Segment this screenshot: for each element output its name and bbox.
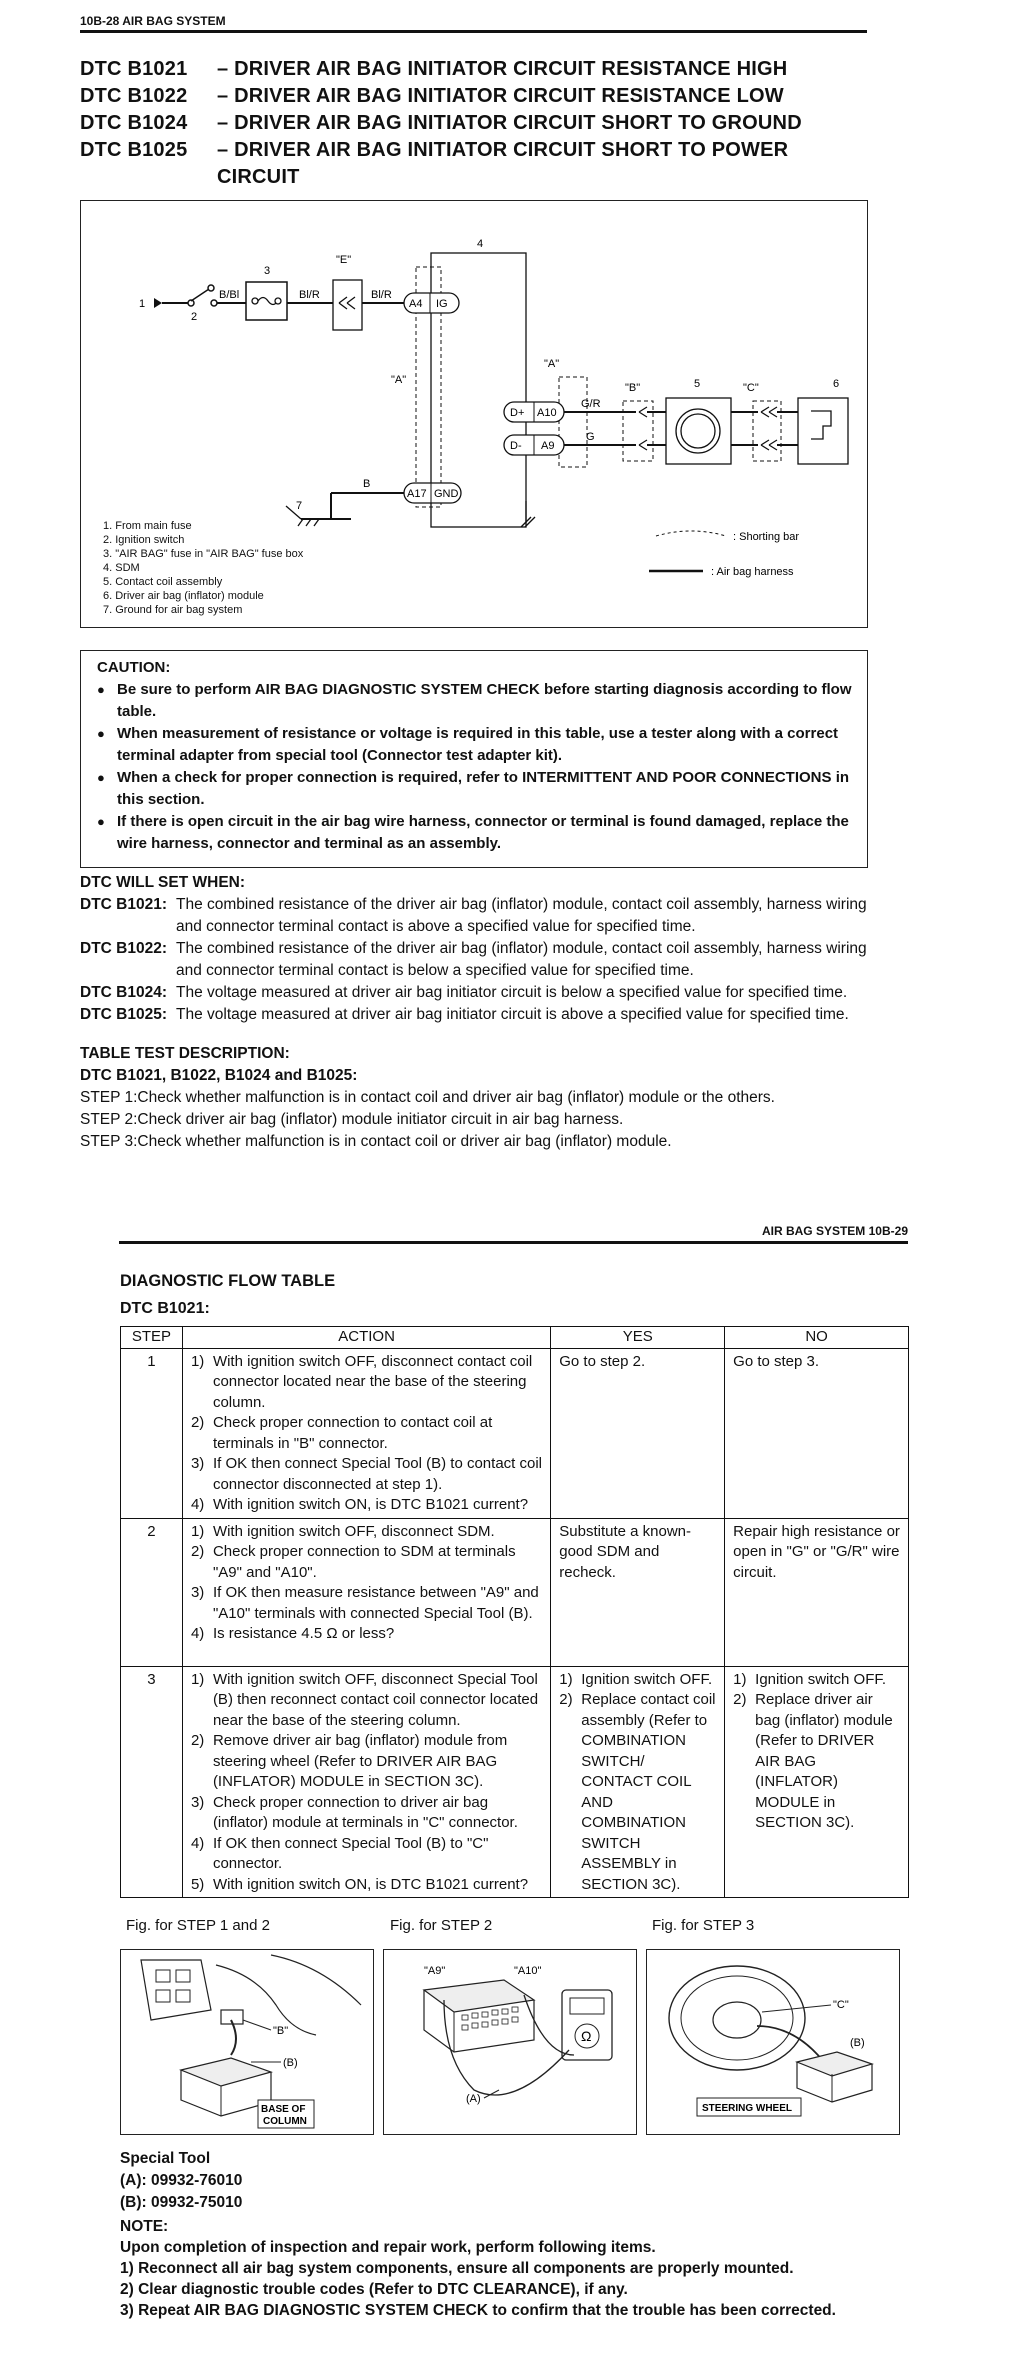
svg-text:: Shorting bar: : Shorting bar	[733, 531, 800, 543]
svg-text:(A): (A)	[466, 2093, 481, 2105]
page-title: DTC B1021 – DRIVER AIR BAG INITIATOR CIRCUIT RESISTANCE HIGH DTC B1022 – DRIVER AIR BAG INITIATOR CIRCUIT RESISTANCE LOW DTC B1024 – DRIVER AIR BAG INITIATOR CIRCUIT SHORT TO GROUND DTC B1025 – DRIVER AIR BAG INITIATOR CIRCUIT SHORT TO POWER CIRCUIT	[80, 58, 802, 188]
col-no: NO	[725, 1327, 909, 1349]
diagnostic-flow-table	[120, 1326, 909, 1898]
ignition-switch-icon	[191, 289, 209, 301]
fig-step-1-2	[120, 1949, 374, 2135]
label-1: 1	[139, 298, 146, 310]
table-row: 3 1) With ignition switch OFF, disconnect Special Tool (B) then reconnect contact coil connector located near the base of the steering column. 2) Remove driver air bag (inflator) module from steering wheel (Refer to DRIVER AIR BAG (INFLATOR) MODULE in SECTION 3C). 3) Check proper connection to driver air bag (inflator) module at terminals in "C" connector. 4) If OK then connect Special Tool (B) to "C" connector. 5) With ignition switch ON, is DTC B1021 current? 1) Ignition switch OFF. 2) Replace contact coil assembly (Refer to COMBINATION SWITCH/ CONTACT COIL AND COMBINATION SWITCH ASSEMBLY in SECTION 3C). 1) Ignition switch OFF. 2) Replace driver air bag (inflator) module (Refer to DRIVER AIR BAG (INFLATOR) MODULE in SECTION 3C).	[121, 1666, 909, 1898]
table-header-row	[121, 1327, 909, 1349]
svg-text:Ω: Ω	[581, 2028, 592, 2044]
svg-text:D-: D-	[510, 440, 522, 452]
fig-step-3	[646, 1949, 900, 2135]
svg-text:STEERING WHEEL: STEERING WHEEL	[702, 2103, 793, 2114]
svg-text:Bl/R: Bl/R	[299, 289, 320, 301]
svg-text:"A": "A"	[544, 358, 560, 370]
svg-text:GND: GND	[434, 488, 459, 500]
svg-text:IG: IG	[436, 298, 448, 310]
special-tool-section: Special Tool (A): 09932-76010 (B): 09932-75010	[120, 2150, 243, 2211]
svg-text:Bl/R: Bl/R	[371, 289, 392, 301]
svg-text:"A": "A"	[391, 374, 407, 386]
caution-title: CAUTION:	[97, 659, 171, 676]
svg-text:D+: D+	[510, 407, 525, 419]
flow-dtc-label: DTC B1021:	[120, 1300, 210, 1317]
svg-text:B: B	[363, 478, 371, 490]
svg-text:B/Bl: B/Bl	[219, 289, 240, 301]
dtc-will-set-section: DTC WILL SET WHEN: DTC B1021: The combined resistance of the driver air bag (inflator) module, contact coil assembly, harness wiring and connector terminal contact is above a specified value for specified time. DTC B1022: The combined resistance of the driver air bag (inflator) module, contact coil assembly, harness wiring and connector terminal contact is below a specified value for specified time. DTC B1024: The voltage measured at driver air bag initiator circuit is below a specified value for specified time. DTC B1025: The voltage measured at driver air bag initiator circuit is above a specified value for specified time.	[80, 872, 880, 1026]
header-rule	[80, 30, 867, 33]
label-2: 2	[191, 311, 198, 323]
svg-text:"E": "E"	[336, 254, 352, 266]
table-test-section: TABLE TEST DESCRIPTION: DTC B1021, B1022, B1024 and B1025: STEP 1:Check whether malfunction is in contact coil and driver air bag (inflator) module or the others. STEP 2:Check driver air bag (inflator) module initiator circuit in air bag harness. STEP 3:Check whether malfunction is in contact coil or driver air bag (inflator) module.	[80, 1045, 775, 1150]
svg-text:G: G	[586, 431, 595, 443]
main-fuse-arrow-icon	[154, 298, 162, 308]
flow-table-title: DIAGNOSTIC FLOW TABLE	[120, 1272, 336, 1290]
fig-caption-3: Fig. for STEP 3	[652, 1917, 755, 1934]
svg-text:"A10": "A10"	[514, 1965, 542, 1977]
connector-e	[333, 280, 362, 330]
table-row: 2 1) With ignition switch OFF, disconnect SDM. 2) Check proper connection to SDM at terminals "A9" and "A10". 3) If OK then measure resistance between "A9" and "A10" terminals with connected Special Tool (B). 4) Is resistance 4.5 Ω or less? Substitute a known-good SDM and recheck. Repair high resistance or open in "G" or "G/R" wire circuit.	[121, 1518, 909, 1666]
fig-caption-1: Fig. for STEP 1 and 2	[126, 1917, 270, 1934]
svg-text:4: 4	[477, 238, 484, 250]
svg-text:: Air bag harness: : Air bag harness	[711, 566, 794, 578]
svg-text:"C": "C"	[743, 382, 759, 394]
svg-text:G/R: G/R	[581, 398, 601, 410]
caution-item: ● When measurement of resistance or voltage is required in this table, use a tester along with a correct terminal adapter from special tool (Connector test adapter kit).	[97, 723, 855, 767]
svg-text:(B): (B)	[283, 2057, 298, 2069]
svg-text:A10: A10	[537, 407, 557, 419]
svg-text:COLUMN: COLUMN	[263, 2116, 307, 2127]
table-row: 1 1) With ignition switch OFF, disconnect contact coil connector located near the base of the steering column. 2) Check proper connection to contact coil at terminals in "B" connector. 3) If OK then connect Special Tool (B) to contact coil connector disconnected at step 1). 4) With ignition switch ON, is DTC B1021 current? Go to step 2. Go to step 3.	[121, 1348, 909, 1518]
note-section: NOTE: Upon completion of inspection and repair work, perform following items. 1) Reconnect all air bag system components, ensure all components are properly mounted. 2) Clear diagnostic trouble codes (Refer to DTC CLEARANCE), if any. 3) Repeat AIR BAG DIAGNOSTIC SYSTEM CHECK to confirm that the trouble has been corrected.	[120, 2218, 836, 2319]
fig-step-2	[383, 1949, 637, 2135]
col-step: STEP	[121, 1327, 183, 1349]
caution-item: ● When a check for proper connection is required, refer to INTERMITTENT AND POOR CONNECTIONS in this section.	[97, 767, 855, 811]
col-action: ACTION	[182, 1327, 550, 1349]
svg-text:"A9": "A9"	[424, 1965, 446, 1977]
col-yes: YES	[551, 1327, 725, 1349]
svg-text:"B": "B"	[273, 2025, 289, 2037]
svg-text:7: 7	[296, 500, 303, 512]
page-header-left: 10B-28 AIR BAG SYSTEM	[80, 14, 226, 28]
svg-text:A17: A17	[407, 488, 427, 500]
svg-text:"C": "C"	[833, 1999, 849, 2011]
caution-box	[80, 650, 868, 868]
svg-text:"B": "B"	[625, 382, 641, 394]
wiring-diagram	[80, 200, 868, 628]
dtc-will-set-heading: DTC WILL SET WHEN:	[80, 874, 246, 891]
svg-text:BASE OF: BASE OF	[261, 2104, 306, 2115]
svg-text:6: 6	[833, 378, 840, 390]
diagram-legend: 1. From main fuse 2. Ignition switch 3. "AIR BAG" fuse in "AIR BAG" fuse box 4. SDM 5. Contact coil assembly 6. Driver air bag (inflator) module 7. Ground for air bag system	[103, 520, 304, 616]
caution-item: ● If there is open circuit in the air bag wire harness, connector or terminal is found damaged, replace the wire harness, connector and terminal as an assembly.	[97, 811, 855, 855]
steering-wheel-icon	[669, 1966, 805, 2070]
fig-caption-2: Fig. for STEP 2	[390, 1917, 493, 1934]
special-tool-b-icon	[797, 2052, 872, 2076]
header-rule-2	[119, 1241, 908, 1244]
svg-text:3: 3	[264, 265, 271, 277]
page-header-right: AIR BAG SYSTEM 10B-29	[761, 1224, 908, 1238]
svg-text:5: 5	[694, 378, 701, 390]
svg-text:(B): (B)	[850, 2037, 865, 2049]
svg-text:A4: A4	[409, 298, 423, 310]
caution-item: ● Be sure to perform AIR BAG DIAGNOSTIC SYSTEM CHECK before starting diagnosis according to flow table.	[97, 679, 855, 723]
svg-text:A9: A9	[541, 440, 555, 452]
